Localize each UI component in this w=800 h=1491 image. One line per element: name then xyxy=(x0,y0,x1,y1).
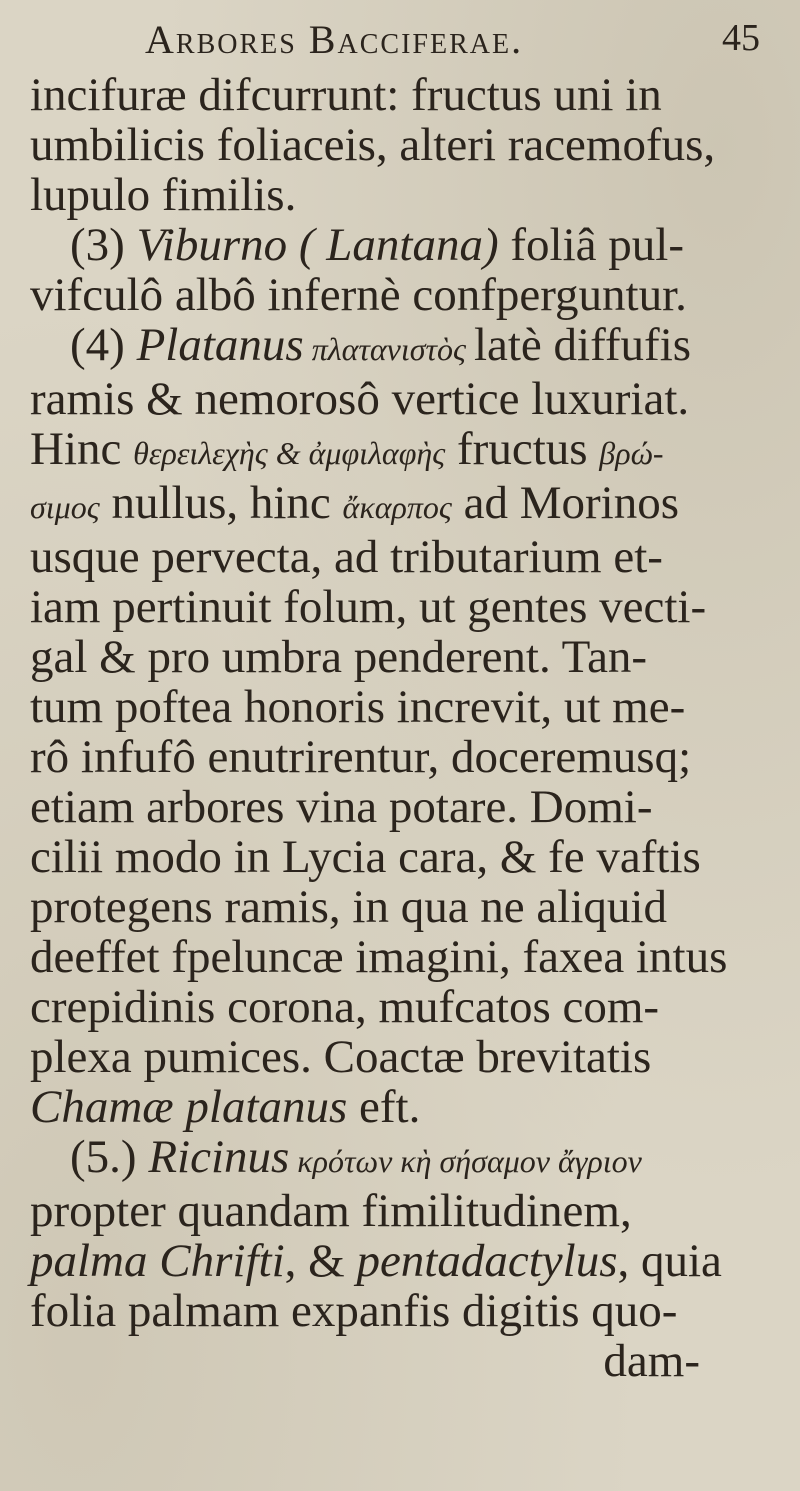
greek-text: κρότων κὴ σήσαμον ἄγριον xyxy=(289,1143,642,1179)
italic-text: Chamæ platanus xyxy=(30,1081,348,1133)
text-segment: protegens ramis, in qua ne aliquid xyxy=(30,881,667,933)
text-line xyxy=(30,70,770,120)
text-segment: usque pervecta, ad tributarium et- xyxy=(30,531,663,583)
text-segment: , quia xyxy=(617,1235,722,1287)
text-segment: tum poftea honoris increvit, ut me- xyxy=(30,681,686,733)
text-segment: foliâ pul- xyxy=(498,219,684,271)
text-segment: nullus, hinc xyxy=(99,477,343,529)
text-segment: Hinc xyxy=(30,423,134,475)
greek-text: θερειλεχὴς & ἀμφιλαφὴς xyxy=(133,435,446,471)
italic-text: Platanus xyxy=(136,319,304,371)
text-segment: eft. xyxy=(347,1081,421,1133)
text-line xyxy=(30,374,770,424)
text-line xyxy=(30,270,770,320)
text-segment: vifculô albô infernè confperguntur. xyxy=(30,269,687,321)
page-number: 45 xyxy=(722,17,760,59)
text-segment: etiam arbores vina potare. Domi- xyxy=(30,781,653,833)
text-segment: plexa pumices. Coactæ brevitatis xyxy=(30,1031,652,1083)
text-line xyxy=(30,982,770,1032)
text-line xyxy=(30,582,770,632)
italic-text: pentadactylus xyxy=(356,1235,618,1287)
text-segment: crepidinis corona, mufcatos com- xyxy=(30,981,660,1033)
text-segment: latè diffufis xyxy=(473,319,692,371)
text-line xyxy=(30,732,770,782)
italic-text: Ricinus xyxy=(148,1131,290,1183)
greek-text: βρώ- xyxy=(599,435,664,471)
text-line xyxy=(30,782,770,832)
text-segment: lupulo fimilis. xyxy=(30,169,297,221)
text-body xyxy=(30,70,770,1386)
text-segment: cilii modo in Lycia cara, & fe vaftis xyxy=(30,831,701,883)
text-segment: ramis & nemorosô vertice luxuriat. xyxy=(30,373,690,425)
text-line xyxy=(30,632,770,682)
running-head xyxy=(130,8,760,68)
text-segment: incifuræ difcurrunt: fructus uni in xyxy=(30,69,662,121)
text-line xyxy=(30,120,770,170)
text-segment: ad Morinos xyxy=(451,477,680,529)
text-line xyxy=(30,882,770,932)
greek-text: πλατανιστὸς xyxy=(303,331,474,367)
text-line xyxy=(30,478,770,532)
text-segment: gal & pro umbra penderent. Tan- xyxy=(30,631,648,683)
text-line xyxy=(30,1032,770,1082)
running-head-title: Arbores Bacciferae. xyxy=(145,17,524,62)
text-line xyxy=(30,832,770,882)
text-line xyxy=(30,1286,770,1336)
text-segment: fructus xyxy=(445,423,600,475)
text-segment: deeffet fpeluncæ imagini, faxea intus xyxy=(30,931,728,983)
text-segment: folia palmam expanfis digitis quo- xyxy=(30,1285,678,1337)
italic-text: Viburno ( Lantana) xyxy=(136,219,499,271)
text-line xyxy=(30,320,770,374)
text-line xyxy=(30,932,770,982)
greek-text: σιμος xyxy=(30,489,100,525)
text-line xyxy=(30,1082,770,1132)
text-segment: , & xyxy=(284,1235,357,1287)
text-line xyxy=(30,170,770,220)
text-segment: (4) xyxy=(70,319,137,371)
text-segment: (5.) xyxy=(70,1131,149,1183)
greek-text: ἄκαρπος xyxy=(342,489,452,525)
text-line xyxy=(30,1186,770,1236)
text-segment: umbilicis foliaceis, alteri racemofus, xyxy=(30,119,716,171)
text-line xyxy=(30,1132,770,1186)
text-line xyxy=(30,682,770,732)
catchword: dam- xyxy=(603,1335,700,1387)
text-line xyxy=(30,220,770,270)
text-line xyxy=(30,424,770,478)
text-segment: propter quandam fimilitudinem, xyxy=(30,1185,632,1237)
text-segment: (3) xyxy=(70,219,137,271)
italic-text: palma Chrifti xyxy=(30,1235,285,1287)
text-segment: iam pertinuit folum, ut gentes vecti- xyxy=(30,581,707,633)
text-line xyxy=(30,1236,770,1286)
text-segment: rô infufô enutrirentur, doceremusq; xyxy=(30,731,692,783)
text-line xyxy=(30,532,770,582)
